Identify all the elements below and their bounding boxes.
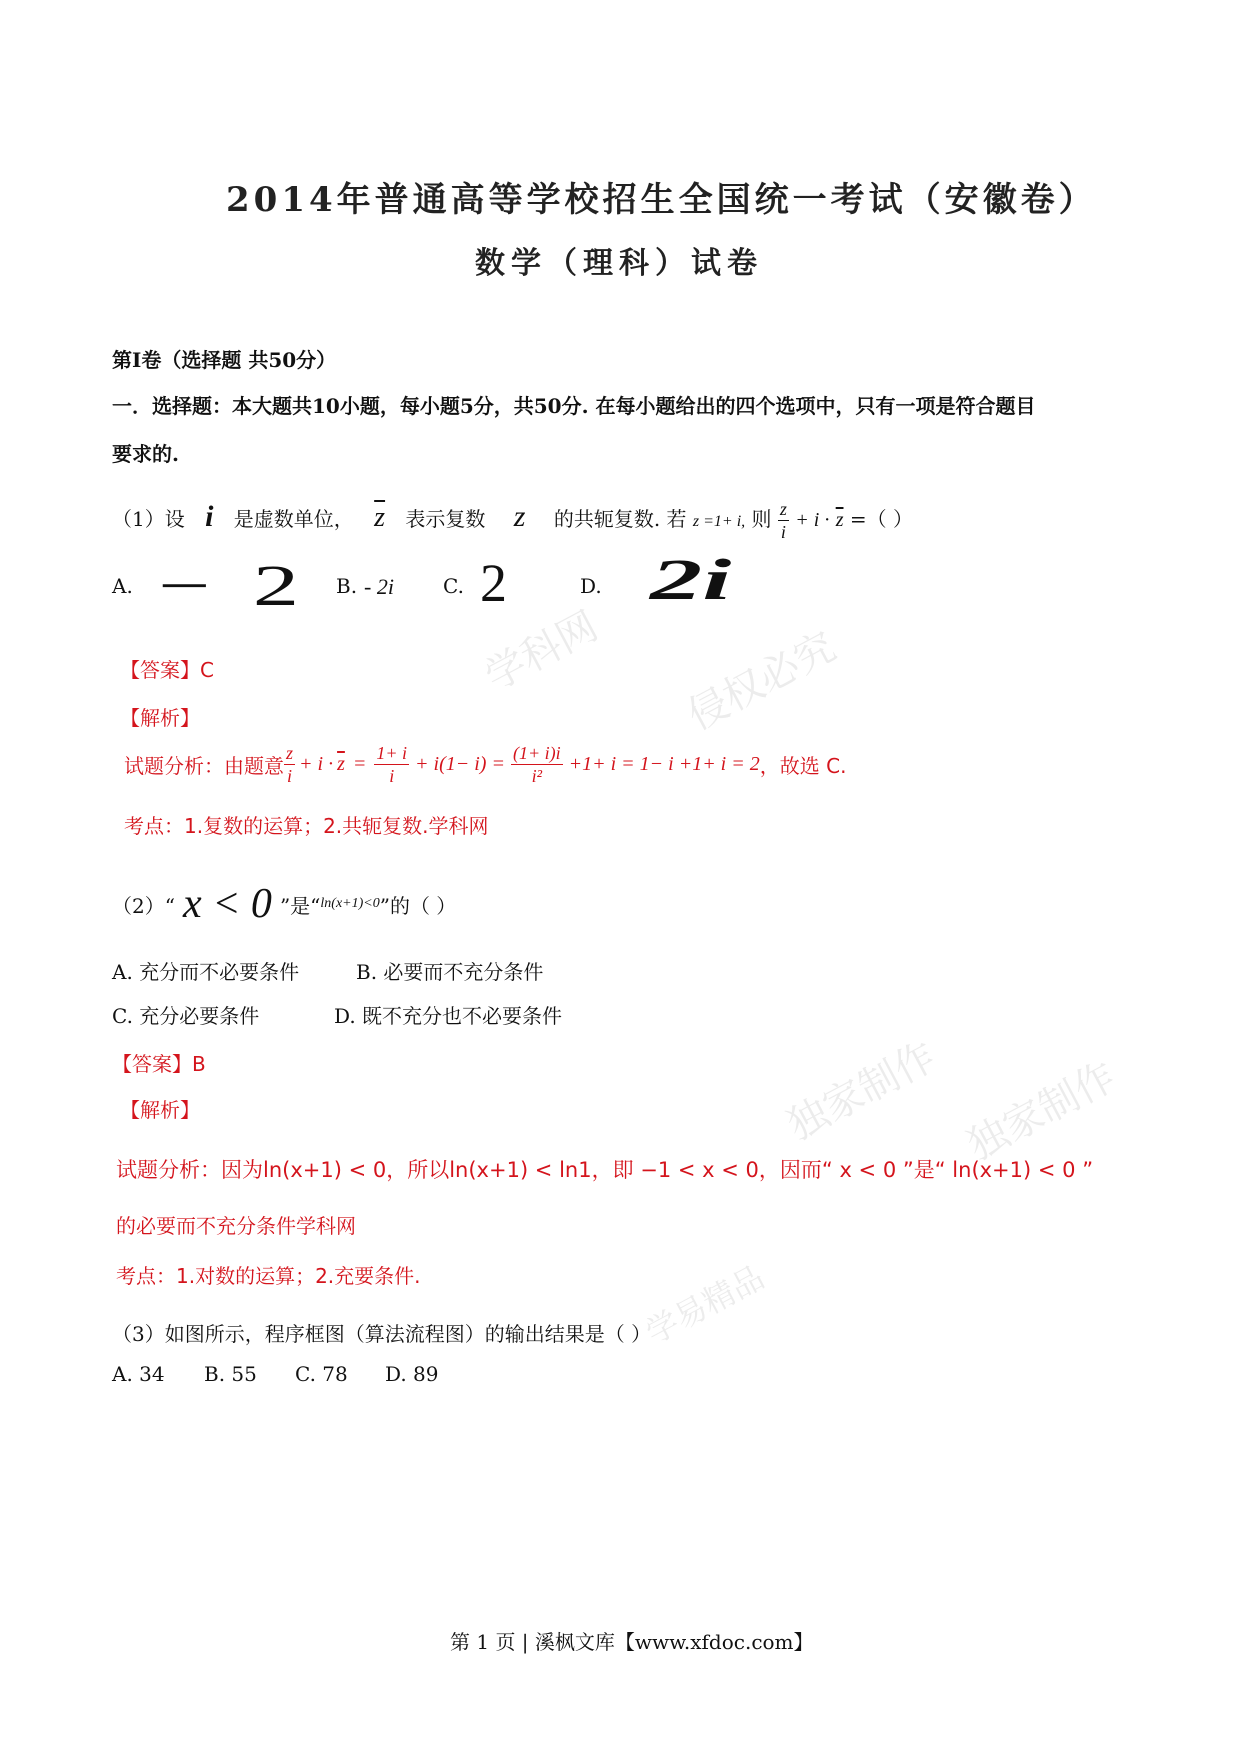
q1-expr-tail: + i ·	[795, 509, 830, 531]
watermark-text: 独家制作	[780, 1033, 944, 1150]
q1-analysis	[124, 742, 846, 787]
q3-option-a: A. 34	[112, 1362, 165, 1386]
q1-prefix: （1）设	[112, 507, 185, 531]
q1-analysis-zbar: $\overline{z}$	[337, 753, 345, 775]
q1-fraction	[778, 498, 789, 543]
q1-analysis-suffix: ，故选 C.	[759, 754, 847, 778]
q2-option-d: D. 既不充分也不必要条件	[334, 1004, 563, 1028]
q1-frac-den: i	[780, 522, 786, 542]
frac-num: z	[286, 743, 294, 763]
frac-num: 1+ i	[376, 743, 408, 763]
q2-kaodian: 考点：1.对数的运算；2.充要条件.	[116, 1264, 421, 1288]
q1-frac-num: z	[779, 499, 787, 519]
q2-analysis-line1: 试题分析：因为ln(x+1) < 0，所以ln(x+1) < ln1，即 −1 < x < 0，因而“ x < 0 ”是“ ln(x+1) < 0 ”	[116, 1158, 1094, 1182]
q3-option-c: C. 78	[295, 1362, 348, 1386]
q1-stem	[112, 498, 913, 543]
q2-stem	[112, 880, 456, 928]
frac-den: i	[389, 766, 395, 786]
watermark-text: 学易精品	[639, 1257, 771, 1352]
watermark-text: 侵权必究	[680, 623, 844, 740]
q1-analysis-math3: + i(1− i) =	[415, 753, 505, 775]
q1-condition: z =1+ i,	[692, 513, 746, 530]
q1-analysis-eq: =	[352, 753, 367, 775]
q2-condition1: x < 0	[182, 881, 272, 927]
q3-option-d: D. 89	[385, 1362, 439, 1386]
doc-subtitle: 数学（理科）试卷	[475, 246, 763, 281]
q3-stem: （3）如图所示，程序框图（算法流程图）的输出结果是（ ）	[112, 1322, 652, 1346]
q1-option-b-label: B.	[336, 574, 358, 598]
q2-prefix: （2）“	[112, 893, 175, 918]
q1-analysis-prefix: 试题分析：由题意	[124, 754, 284, 778]
q1-mid1: 是虚数单位，	[233, 507, 354, 531]
q1-analysis-frac3	[511, 742, 563, 787]
q1-option-c-label: C.	[443, 574, 464, 598]
q2-analysis-line2: 的必要而不充分条件学科网	[116, 1214, 356, 1238]
q1-analysis-frac2	[374, 742, 409, 787]
q1-answer: 【答案】C	[120, 658, 214, 682]
q3-option-b: B. 55	[204, 1362, 257, 1386]
q1-kaodian: 考点：1.复数的运算；2.共轭复数.学科网	[124, 814, 489, 838]
q1-analysis-math2: + i ·	[299, 753, 334, 775]
q2-analysis-label: 【解析】	[120, 1098, 200, 1122]
doc-title: 2014年普通高等学校招生全国统一考试（安徽卷）	[226, 180, 1097, 220]
q1-then: 则	[751, 507, 772, 531]
frac-den: i	[287, 766, 293, 786]
q1-zbar-symbol: $\overline{z}$	[374, 502, 386, 533]
q1-option-a-label: A.	[112, 574, 133, 598]
q2-option-c: C. 充分必要条件	[112, 1004, 260, 1028]
q1-analysis-label: 【解析】	[120, 706, 200, 730]
q1-zbar2: $\overline{z}$	[835, 509, 844, 531]
q1-mid2: 表示复数	[405, 507, 486, 531]
watermark-text: 独家制作	[960, 1053, 1124, 1170]
q2-answer: 【答案】B	[112, 1052, 206, 1076]
q1-option-d-value: 2i	[650, 547, 732, 612]
frac-den: i²	[531, 766, 542, 786]
q2-mid: ”是“	[279, 893, 321, 918]
q1-option-d-label: D.	[580, 574, 602, 598]
q1-analysis-math4: +1+ i = 1− i +1+ i = 2	[568, 753, 760, 775]
q1-mid3: 的共轭复数. 若	[553, 507, 687, 531]
watermark-text: 学科网	[477, 603, 606, 701]
q1-option-b-value: - 2i	[364, 574, 394, 599]
q1-option-c-value: 2	[480, 553, 507, 613]
page-footer: 第 1 页 | 溪枫文库【www.xfdoc.com】	[450, 1630, 814, 1654]
q2-condition2: ln(x+1)<0	[320, 896, 380, 911]
q1-paren: =（ ）	[849, 507, 913, 531]
q2-suffix: ”的（ ）	[379, 893, 457, 918]
section-instruction-cont: 要求的.	[112, 442, 179, 466]
section-instruction: 一．选择题：本大题共10小题，每小题5分，共50分. 在每小题给出的四个选项中，只有一项是符合题目	[112, 394, 1036, 418]
q1-analysis-frac1	[284, 742, 295, 787]
q1-option-a-value: − 2	[158, 553, 309, 618]
section-heading: 第Ⅰ卷（选择题 共50分）	[112, 348, 337, 372]
frac-num: (1+ i)i	[512, 743, 561, 763]
q2-option-a: A. 充分而不必要条件	[112, 960, 300, 984]
q2-option-b: B. 必要而不充分条件	[356, 960, 544, 984]
q1-z-symbol: z	[513, 500, 526, 533]
q1-i-symbol: i	[205, 500, 214, 533]
